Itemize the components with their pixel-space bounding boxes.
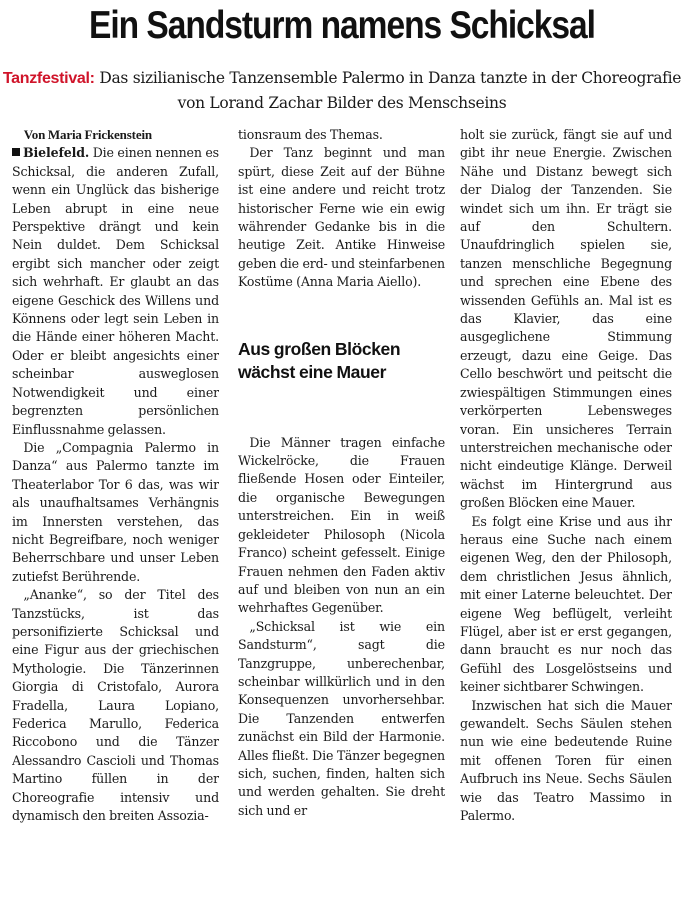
paragraph: Der Tanz beginnt und man spürt, diese Zeit auf der Bühne ist eine andere und reicht trotz historischer Ferne wie ein ewig währender Gedanke bis in die heutige Zeit. Antike Hinweise geben die erd- und steinfarbenen Kostüme (Anna Maria Aiello). <box>238 145 445 290</box>
paragraph: Inzwischen hat sich die Mauer gewandelt. Sechs Säulen stehen nun wie eine bedeutende Ruine mit offenen Toren für einen Aufbruch ins Neue. Sechs Säulen wie das Teatro Massimo in Palermo. <box>460 697 672 824</box>
paragraph: „Ananke“, so der Titel des Tanzstücks, ist das personifizierte Schicksal und eine Figur aus der griechischen Mythologie. Die Tänzerinnen Giorgia di Cristofalo, Aurora Fradella, Laura Lopiano, Federica Marullo, Federica Riccobono und die Tänzer Alessandro Cascioli und Thomas Martino füllen in der Choreografie intensiv und dynamisch den breiten Assozia- <box>12 587 219 824</box>
column-3 <box>460 126 672 896</box>
paragraph: Die Männer tragen einfache Wickelröcke, die Frauen fließende Hosen oder Einteiler, die organische Bewegungen unterstreichen. Ein in weiß gekleideter Philosoph (Nicola Franco) scheint gefesselt. Einige Frauen nehmen den Faden aktiv auf und bleiben von nun an ein wehrhaftes Gegenüber. <box>238 434 445 616</box>
paragraph <box>12 144 219 439</box>
paragraph-text: Die einen nennen es Schicksal, die anderen Zufall, wenn ein Unglück das bisherige Leben abrupt in eine neue Perspektive drängt und kein Nein duldet. Dem Schicksal ergibt sich mancher oder zeigt sich wehrhaft. Er glaubt an das eigene Geschick des Willens und Könnens oder legt sein Leben in die Hände einer höheren Macht. Oder er bleibt angesichts einer scheinbar ausweglosen Notwendigkeit und einer begrenzten persönlichen Einflussnahme gelassen. <box>12 145 219 437</box>
byline: Von Maria Frickenstein <box>23 127 152 142</box>
subheading: Aus großen Blöcken wächst eine Mauer <box>238 338 401 382</box>
dateline: Bielefeld. <box>23 145 90 161</box>
headline: Ein Sandsturm namens Schicksal <box>89 4 595 47</box>
column-1 <box>12 126 219 896</box>
paragraph: tionsraum des Themas. <box>238 127 383 142</box>
subhead <box>0 66 684 115</box>
bullet-square-icon <box>12 148 20 156</box>
paragraph: „Schicksal ist wie ein Sandsturm“, sagt die Tanzgruppe, unberechenbar, scheinbar willkürlich und in den Konsequenzen unvorhersehbar. Die Tanzenden entwerfen zunächst ein Bild der Harmonie. Alles fließt. Die Tänzer begegnen sich, suchen, finden, halten sich und werden gehalten. Sie dreht sich und er <box>238 618 445 818</box>
subhead-text: Das sizilianische Tanzensemble Palermo in Danza tanzte in der Choreografie von Lorand Zachar Bilder des Menschseins <box>99 69 682 112</box>
paragraph: Die „Compagnia Palermo in Danza“ aus Palermo tanzte im Theaterlabor Tor 6 das, was wir als unaufhaltsames Verhängnis im Innersten verstehen, das nicht Begreifbare, noch weniger Beherrschbare und unser Leben zutiefst Berührende. <box>12 439 219 584</box>
column-2 <box>238 126 445 896</box>
paragraph: Es folgt eine Krise und aus ihr heraus eine Suche nach einem eigenen Weg, den der Philosoph, dem christlichen Jesus ähnlich, mit einer Laterne beleuchtet. Der eigene Weg beflügelt, verleiht Flügel, aber ist er erst gegangen, dann braucht es nur noch das Gefühl des Losgelöstseins und keiner sichtbarer Schwingen. <box>460 513 672 695</box>
kicker: Tanzfestival: <box>2 70 95 87</box>
paragraph: holt sie zurück, fängt sie auf und gibt ihr neue Energie. Zwischen Nähe und Distanz bewegt sich der Dialog der Tanzenden. Sie windet sich um ihn. Er trägt sie auf den Schultern. Unaufdringlich spielen sie, tanzen menschliche Begegnung und sprechen eine Ebene des wissenden Gefühls an. Mal ist es das Klavier, das eine ausgeglichene Stimmung erzeugt, dazu eine Geige. Das Cello beschwört und peitscht die zwiespältigen Stimmungen eines verkörperten Lebensweges voran. Ein unsicheres Terrain unterstreichen mechanische oder nicht eindeutige Klänge. Derweil wächst im Hintergrund aus großen Blöcken eine Mauer. <box>460 127 672 511</box>
